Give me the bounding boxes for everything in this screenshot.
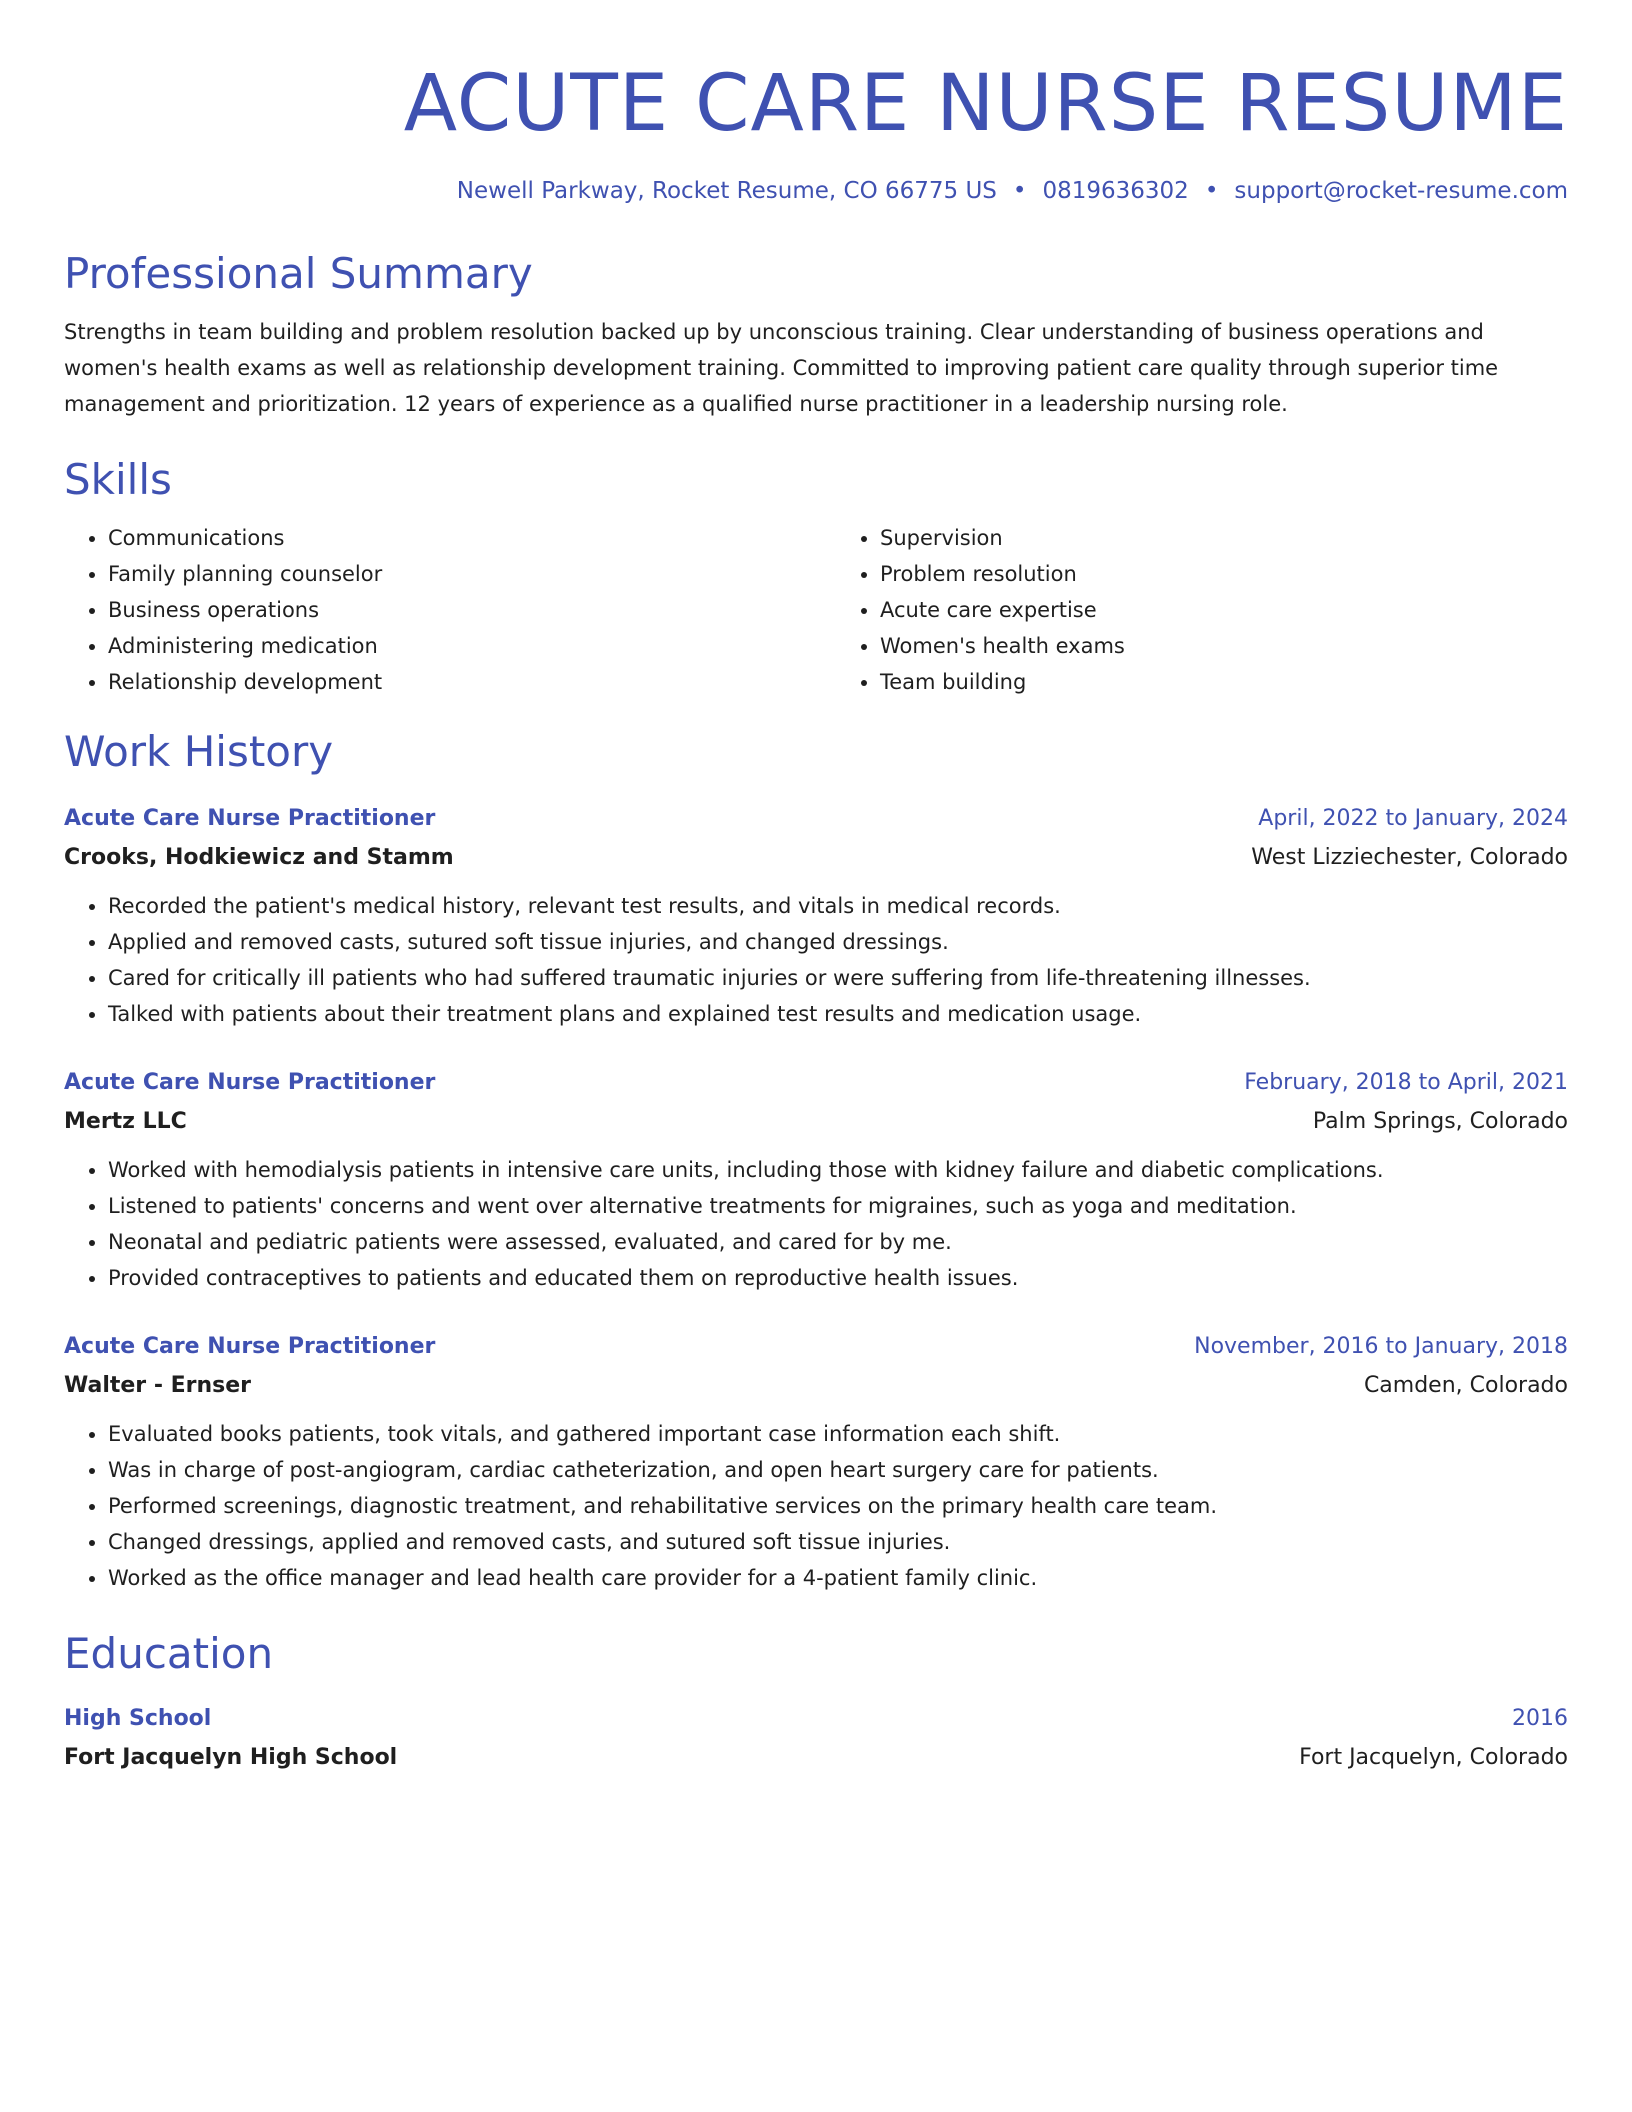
education-school: Fort Jacquelyn High School [64, 1745, 398, 1770]
job-location: Camden, Colorado [1363, 1373, 1568, 1398]
skill-item: • Women's health exams [880, 628, 1568, 664]
contact-email: support@rocket-resume.com [1234, 178, 1568, 204]
contact-address: Newell Parkway, Rocket Resume, CO 66775 US [456, 178, 997, 204]
resume-name: ACUTE CARE NURSE RESUME [403, 59, 1568, 149]
education-year: 2016 [1512, 1706, 1568, 1731]
job-dates: February, 2018 to April, 2021 [1244, 1070, 1568, 1095]
job-bullet: • Applied and removed casts, sutured soft tissue injuries, and changed dressings. [108, 924, 1568, 960]
job-bullets [64, 888, 1568, 1032]
skills-column-right [836, 520, 1568, 700]
job-entry [64, 1328, 1568, 1596]
job-bullet: • Worked with hemodialysis patients in intensive care units, including those with kidney failure and diabetic complications. [108, 1152, 1568, 1188]
job-bullets [64, 1416, 1568, 1596]
job-bullet: • Evaluated books patients, took vitals, and gathered important case information each shift. [108, 1416, 1568, 1452]
contact-separator: • [1012, 178, 1027, 204]
job-bullet: • Changed dressings, applied and removed casts, and sutured soft tissue injuries. [108, 1524, 1568, 1560]
job-entry [64, 800, 1568, 1032]
job-location: West Lizziechester, Colorado [1251, 845, 1568, 870]
job-bullet: • Performed screenings, diagnostic treatment, and rehabilitative services on the primary health care team. [108, 1488, 1568, 1524]
job-title: Acute Care Nurse Practitioner [64, 806, 436, 831]
skill-item: • Team building [880, 664, 1568, 700]
job-bullet: • Provided contraceptives to patients and educated them on reproductive health issues. [108, 1260, 1568, 1296]
work-history-heading: Work History [64, 727, 334, 776]
job-bullet: • Recorded the patient's medical history, relevant test results, and vitals in medical records. [108, 888, 1568, 924]
skill-item: • Family planning counselor [108, 556, 796, 592]
job-company: Crooks, Hodkiewicz and Stamm [64, 845, 454, 870]
skills-list [64, 520, 1568, 700]
job-bullet: • Cared for critically ill patients who had suffered traumatic injuries or were suffering from life-threatening illnesses. [108, 960, 1568, 996]
contact-separator: • [1204, 178, 1219, 204]
skill-item: • Communications [108, 520, 796, 556]
contact-line [64, 178, 1568, 204]
skills-column-left [64, 520, 796, 700]
job-bullet: • Listened to patients' concerns and went over alternative treatments for migraines, such as yoga and meditation. [108, 1188, 1568, 1224]
skills-heading: Skills [64, 455, 172, 504]
job-title: Acute Care Nurse Practitioner [64, 1334, 436, 1359]
job-bullet: • Worked as the office manager and lead health care provider for a 4-patient family clinic. [108, 1560, 1568, 1596]
job-bullet: • Was in charge of post-angiogram, cardiac catheterization, and open heart surgery care for patients. [108, 1452, 1568, 1488]
education-entry [64, 1700, 1568, 1778]
contact-phone: 0819636302 [1042, 178, 1189, 204]
education-location: Fort Jacquelyn, Colorado [1299, 1745, 1568, 1770]
job-title: Acute Care Nurse Practitioner [64, 1070, 436, 1095]
job-bullet: • Neonatal and pediatric patients were assessed, evaluated, and cared for by me. [108, 1224, 1568, 1260]
skill-item: • Relationship development [108, 664, 796, 700]
job-company: Walter - Ernser [64, 1373, 252, 1398]
job-dates: November, 2016 to January, 2018 [1194, 1334, 1568, 1359]
education-degree: High School [64, 1706, 212, 1731]
skill-item: • Supervision [880, 520, 1568, 556]
skill-item: • Business operations [108, 592, 796, 628]
skill-item: • Problem resolution [880, 556, 1568, 592]
job-entry [64, 1064, 1568, 1296]
education-heading: Education [64, 1629, 274, 1678]
summary-heading: Professional Summary [64, 249, 533, 298]
skill-item: • Acute care expertise [880, 592, 1568, 628]
skill-item: • Administering medication [108, 628, 796, 664]
job-dates: April, 2022 to January, 2024 [1258, 806, 1568, 831]
job-company: Mertz LLC [64, 1109, 187, 1134]
job-location: Palm Springs, Colorado [1312, 1109, 1568, 1134]
job-bullets [64, 1152, 1568, 1296]
summary-text: Strengths in team building and problem resolution backed up by unconscious training. Clear understanding of business operations and women's health exams as well as relationship development training. Committed to improving patient care quality through superior time management and prioritization. 12 years of experience as a qualified nurse practitioner in a leadership nursing role. [64, 320, 1499, 416]
job-bullet: • Talked with patients about their treatment plans and explained test results and medication usage. [108, 996, 1568, 1032]
